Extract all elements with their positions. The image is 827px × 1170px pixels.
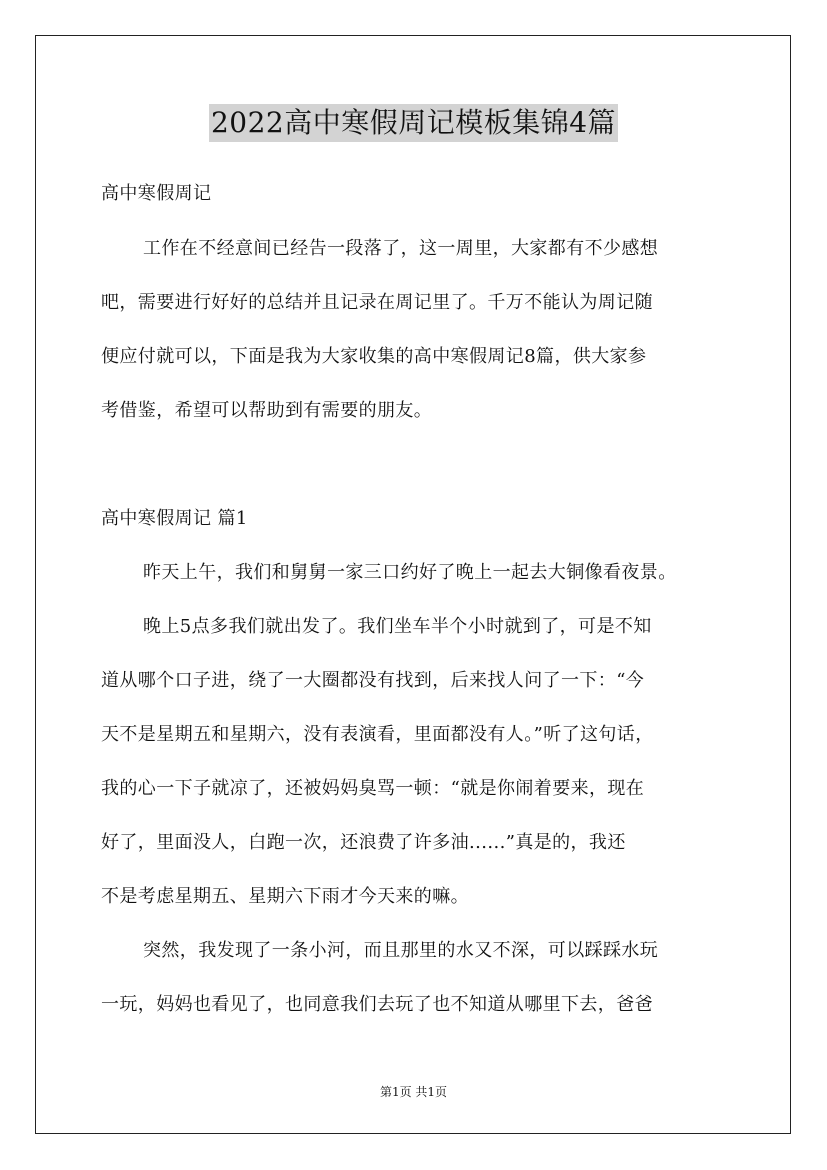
paragraph-line: 不是考虑星期五、星期六下雨才今天来的嘛。 [101,886,469,907]
paragraph-line: 晚上5点多我们就出发了。我们坐车半个小时就到了，可是不知 [143,616,652,637]
paragraph-line: 我的心一下子就凉了，还被妈妈臭骂一顿：“就是你闹着要来，现在 [101,778,645,799]
paragraph-line: 突然，我发现了一条小河，而且那里的水又不深，可以踩踩水玩 [143,940,659,961]
paragraph-line: 一玩，妈妈也看见了，也同意我们去玩了也不知道从哪里下去，爸爸 [101,994,653,1015]
document-title: 2022高中寒假周记模板集锦4篇 [209,104,618,142]
paragraph-line: 工作在不经意间已经告一段落了，这一周里，大家都有不少感想 [143,238,659,259]
paragraph-line: 考借鉴，希望可以帮助到有需要的朋友。 [101,400,433,421]
paragraph-line: 昨天上午，我们和舅舅一家三口约好了晚上一起去大铜像看夜景。 [143,562,677,583]
title-container [0,104,827,142]
paragraph-line: 好了，里面没人，白跑一次，还浪费了许多油......”真是的，我还 [101,832,626,853]
paragraph-line: 道从哪个口子进，绕了一大圈都没有找到，后来找人问了一下：“今 [101,670,645,691]
section-heading: 高中寒假周记 [101,183,212,204]
section-heading: 高中寒假周记 篇1 [101,508,248,529]
paragraph-line: 便应付就可以，下面是我为大家收集的高中寒假周记8篇，供大家参 [101,346,647,367]
paragraph-line: 吧，需要进行好好的总结并且记录在周记里了。千万不能认为周记随 [101,292,653,313]
page-number-footer: 第1页 共1页 [379,1085,448,1099]
paragraph-line: 天不是星期五和星期六，没有表演看，里面都没有人。”听了这句话， [101,724,654,745]
